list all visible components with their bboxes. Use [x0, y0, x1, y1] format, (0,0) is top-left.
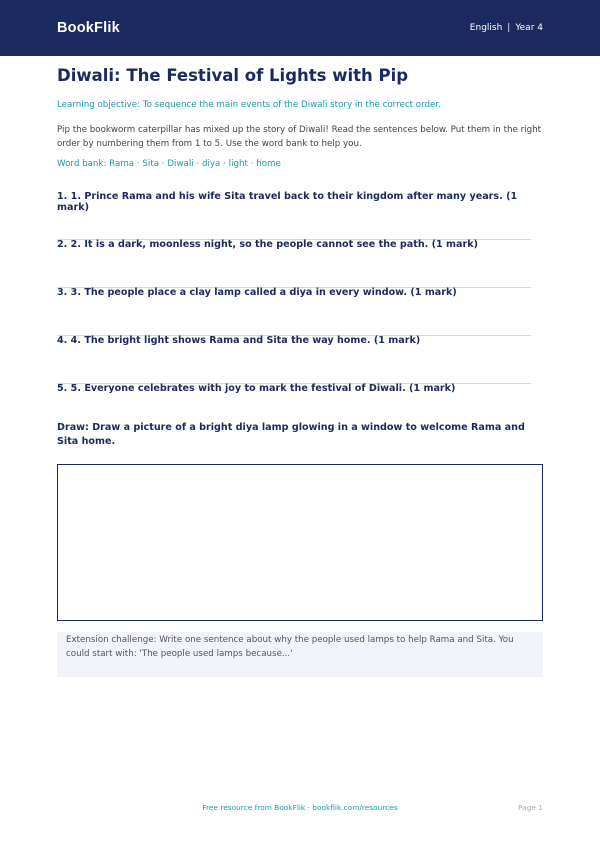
question-4: 4. 4. The bright light shows Rama and Sita the way home. (1 mark)	[57, 335, 421, 346]
year-label: Year 4	[515, 23, 543, 33]
word-bank: Word bank: Rama · Sita · Diwali · diya · light · home	[57, 159, 281, 169]
drawing-area[interactable]	[57, 464, 543, 621]
footer-resource-link[interactable]: Free resource from BookFlik · bookflik.com/resources	[202, 803, 398, 812]
question-3: 3. 3. The people place a clay lamp called a diya in every window. (1 mark)	[57, 287, 457, 298]
subject-meta	[470, 23, 543, 33]
question-5: 5. 5. Everyone celebrates with joy to mark the festival of Diwali. (1 mark)	[57, 383, 456, 394]
extension-challenge: Extension challenge: Write one sentence about why the people used lamps to help Rama and Sita. You could start with: 'The people used lamps because...'	[57, 632, 543, 677]
intro-text: Pip the bookworm caterpillar has mixed up the story of Diwali! Read the sentences below. Put them in the right order by numbering them from 1 to 5. Use the word bank to help you.	[57, 125, 542, 149]
page-number: Page 1	[518, 803, 543, 812]
question-2: 2. 2. It is a dark, moonless night, so the people cannot see the path. (1 mark)	[57, 239, 479, 250]
question-1: 1. 1. Prince Rama and his wife Sita travel back to their kingdom after many years. (1 mark)	[57, 191, 518, 213]
meta-separator: |	[507, 23, 511, 33]
learning-objective: Learning objective: To sequence the main events of the Diwali story in the correct order.	[57, 100, 441, 110]
page-title: Diwali: The Festival of Lights with Pip	[57, 66, 409, 85]
brand-logo[interactable]: BookFlik	[57, 20, 120, 36]
draw-prompt: Draw: Draw a picture of a bright diya lamp glowing in a window to welcome Rama and Sita home.	[57, 422, 525, 447]
header-bar	[0, 0, 600, 56]
subject-label: English	[469, 23, 503, 33]
